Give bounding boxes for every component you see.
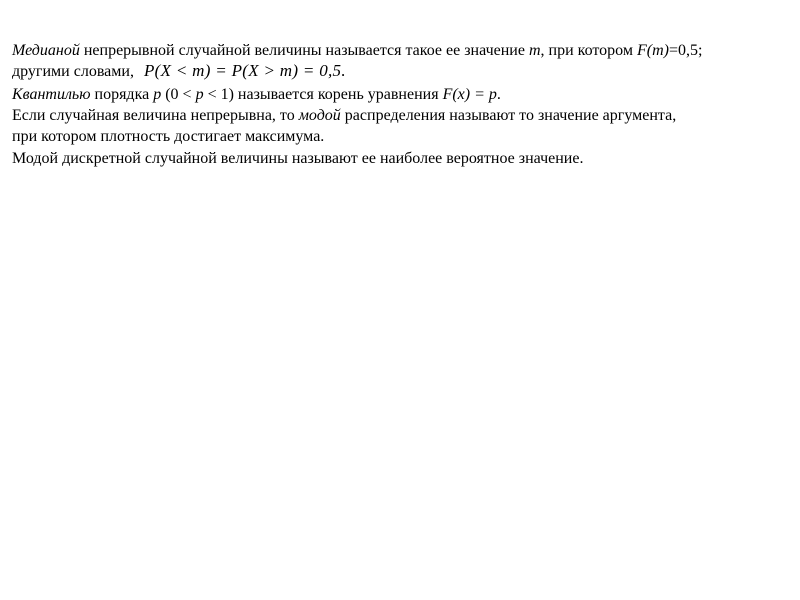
median-text-b: , при котором [540, 42, 637, 59]
quantile-equation: F(x) = p [442, 86, 497, 103]
mode-term: модой [298, 107, 341, 124]
mode-continuous-text-c: при котором плотность достигает максимума. [12, 128, 325, 145]
median-term: Медианой [12, 42, 80, 59]
quantile-text-b: (0 < [161, 86, 196, 103]
mode-discrete-definition [12, 149, 583, 169]
quantile-definition [12, 85, 501, 105]
quantile-text-a: порядка [90, 86, 154, 103]
quantile-term: Квантилью [12, 86, 91, 103]
median-variable-m: m [528, 42, 541, 59]
mode-continuous-text-a: Если случайная величина непрерывна, то [12, 107, 299, 124]
quantile-range-p: p [195, 86, 204, 103]
median-definition-line1 [12, 41, 702, 61]
mode-continuous-line1 [12, 106, 676, 126]
quantile-order-p: p [153, 86, 162, 103]
median-restatement-text: другими словами, [12, 63, 134, 80]
median-text-c: =0,5; [668, 42, 703, 59]
median-text-a: непрерывной случайной величины называется такое ее значение [79, 42, 529, 59]
median-function: F(m) [637, 42, 669, 59]
median-formula: P(X < m) = P(X > m) = 0,5. [143, 61, 346, 80]
quantile-text-c: < 1) называется корень уравнения [203, 86, 443, 103]
quantile-text-d: . [496, 86, 501, 103]
mode-discrete-text: Модой дискретной случайной величины называют ее наиболее вероятное значение. [12, 150, 584, 167]
mode-continuous-line2 [12, 127, 324, 147]
mode-continuous-text-b: распределения называют то значение аргумента, [340, 107, 677, 124]
median-definition-line2 [12, 61, 346, 82]
